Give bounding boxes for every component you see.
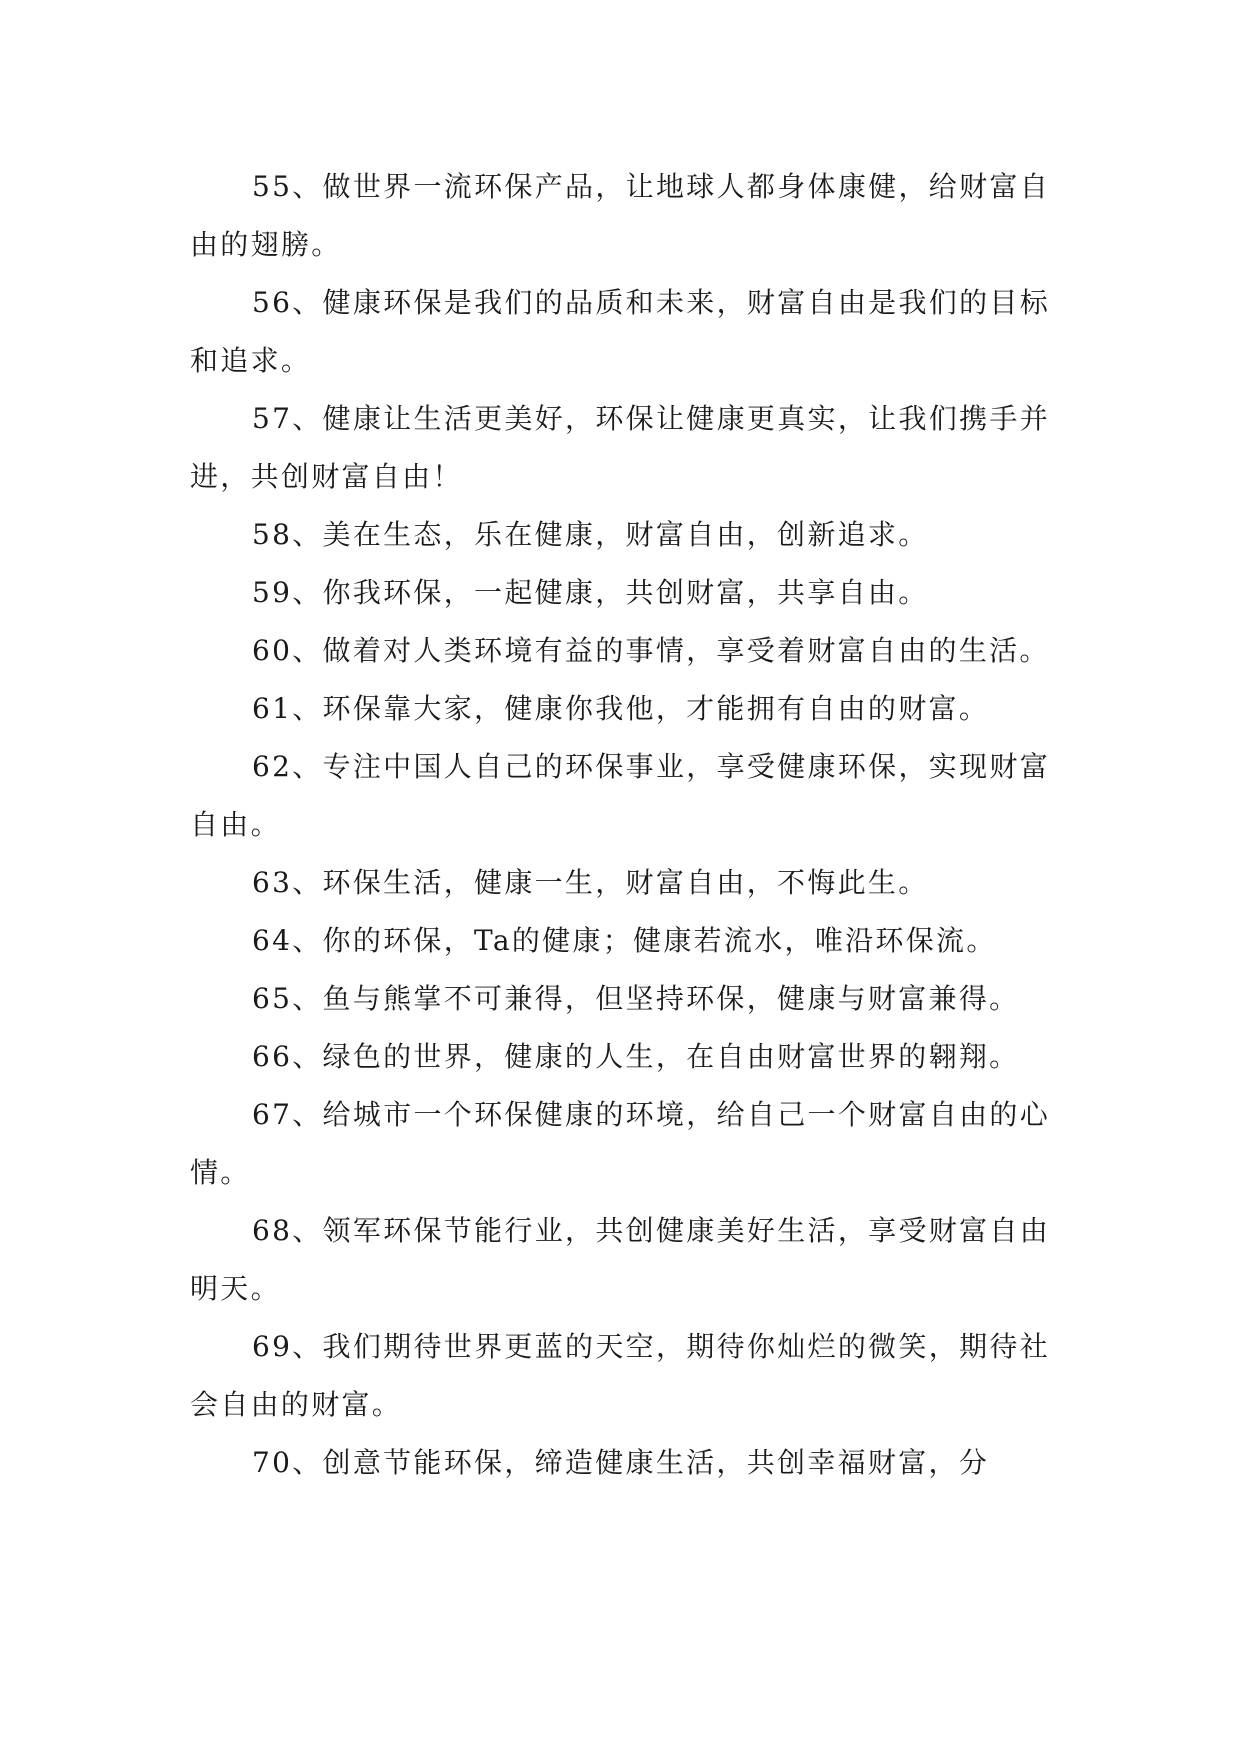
paragraph-61: 61、环保靠大家，健康你我他，才能拥有自由的财富。 [252,692,990,725]
paragraph-68: 68、领军环保节能行业，共创健康美好生活，享受财富自由明天。 [190,1214,1050,1305]
paragraph-56: 56、健康环保是我们的品质和未来，财富自由是我们的目标和追求。 [190,286,1050,377]
paragraph-65: 65、鱼与熊掌不可兼得，但坚持环保，健康与财富兼得。 [252,982,1020,1015]
paragraph-69: 69、我们期待世界更蓝的天空，期待你灿烂的微笑，期待社会自由的财富。 [190,1330,1050,1421]
paragraph-55: 55、做世界一流环保产品，让地球人都身体康健，给财富自由的翅膀。 [190,170,1050,261]
paragraph-57: 57、健康让生活更美好，环保让健康更真实，让我们携手并进，共创财富自由！ [190,402,1050,493]
paragraph-64: 64、你的环保，Ta的健康；健康若流水，唯沿环保流。 [252,924,997,957]
paragraph-67: 67、给城市一个环保健康的环境，给自己一个财富自由的心情。 [190,1098,1050,1189]
paragraph-59: 59、你我环保，一起健康，共创财富，共享自由。 [252,576,929,609]
paragraph-70: 70、创意节能环保，缔造健康生活，共创幸福财富，分 [252,1446,990,1479]
paragraph-63: 63、环保生活，健康一生，财富自由，不悔此生。 [252,866,929,899]
paragraph-66: 66、绿色的世界，健康的人生，在自由财富世界的翱翔。 [252,1040,1020,1073]
document-body [190,158,1050,1492]
paragraph-60: 60、做着对人类环境有益的事情，享受着财富自由的生活。 [252,634,1050,667]
paragraph-58: 58、美在生态，乐在健康，财富自由，创新追求。 [252,518,929,551]
paragraph-62: 62、专注中国人自己的环保事业，享受健康环保，实现财富自由。 [190,750,1050,841]
